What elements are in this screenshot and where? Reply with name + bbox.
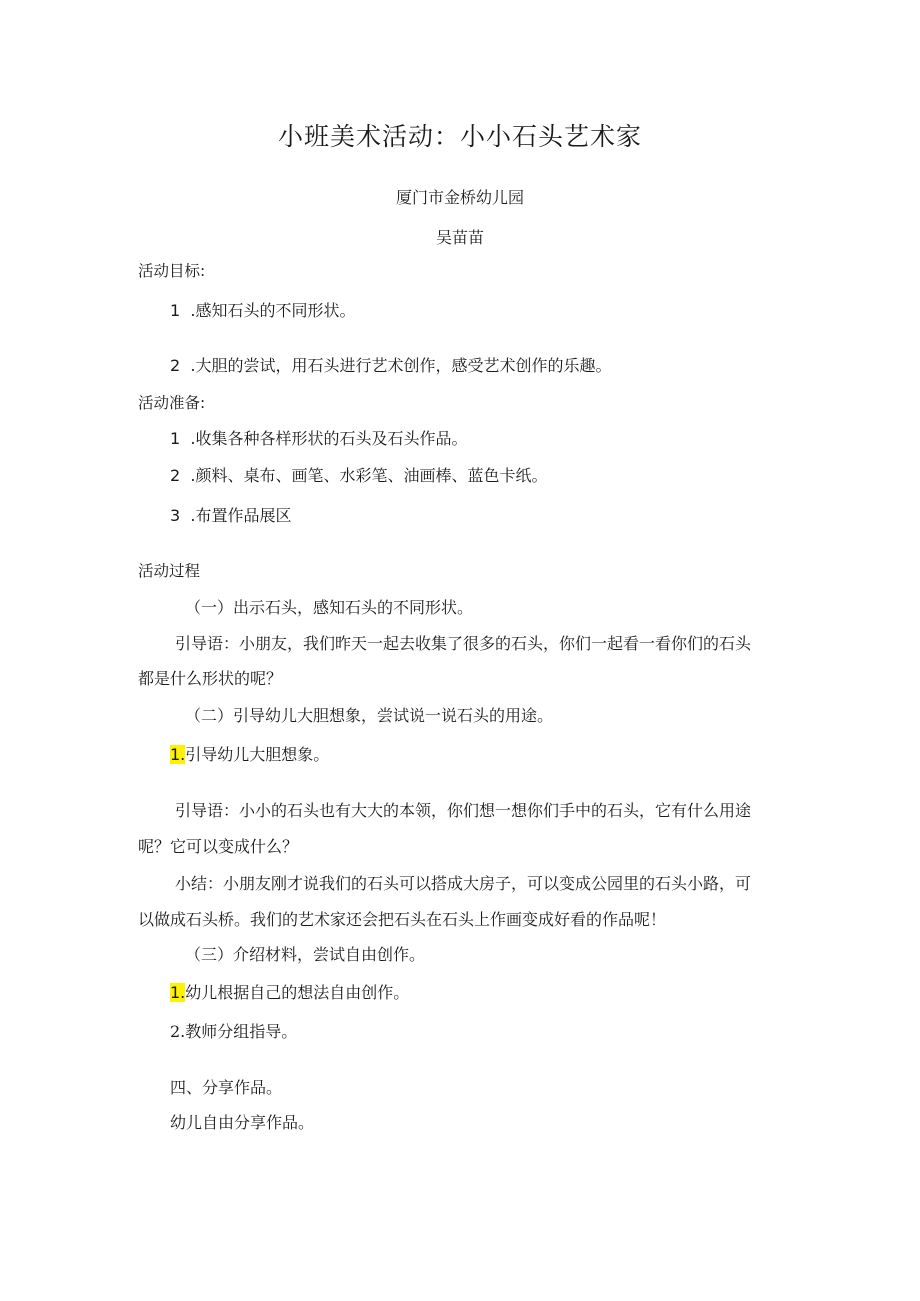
section-2-item-1-number: 1. xyxy=(170,745,186,764)
section-1-paragraph-line-1: 引导语：小朋友，我们昨天一起去收集了很多的石头，你们一起看一看你们的石头 xyxy=(175,634,752,653)
goal-item-1-text: .感知石头的不同形状。 xyxy=(190,301,356,320)
process-heading: 活动过程 xyxy=(138,562,201,580)
section-2-item-1 xyxy=(170,747,329,763)
goal-item-2-text: .大胆的尝试，用石头进行艺术创作，感受艺术创作的乐趣。 xyxy=(190,356,612,375)
section-4-text: 幼儿自由分享作品。 xyxy=(170,1113,315,1132)
goals-heading: 活动目标: xyxy=(138,262,206,280)
section-3-title: （三）介绍材料，尝试自由创作。 xyxy=(185,945,426,964)
section-2-item-1-text: 引导幼儿大胆想象。 xyxy=(185,745,330,764)
section-3-item-1-number: 1. xyxy=(170,983,186,1002)
goal-item-2-number: 2 xyxy=(170,356,181,375)
section-3-item-1 xyxy=(170,985,409,1001)
prep-item-3 xyxy=(170,508,291,524)
prep-heading: 活动准备: xyxy=(138,394,206,412)
page-title: 小班美术活动：小小石头艺术家 xyxy=(277,122,642,151)
prep-item-1-text: .收集各种各样形状的石头及石头作品。 xyxy=(190,429,468,448)
author-name: 吴苗苗 xyxy=(435,228,484,247)
section-1-title: （一）出示石头，感知石头的不同形状。 xyxy=(185,598,474,617)
section-2-summary-line-1: 小结：小朋友刚才说我们的石头可以搭成大房子，可以变成公园里的石头小路，可 xyxy=(175,874,752,893)
school-name: 厦门市金桥幼儿园 xyxy=(395,188,524,207)
goal-item-2 xyxy=(170,358,611,374)
prep-item-2-number: 2 xyxy=(170,466,181,485)
section-4-title: 四、分享作品。 xyxy=(170,1078,283,1097)
goal-item-1-number: 1 xyxy=(170,301,181,320)
section-2-paragraph-1-line-1: 引导语：小小的石头也有大大的本领，你们想一想你们手中的石头，它有什么用途 xyxy=(175,801,752,820)
prep-item-3-text: .布置作品展区 xyxy=(190,506,292,525)
prep-item-1-number: 1 xyxy=(170,429,181,448)
prep-item-2-text: .颜料、桌布、画笔、水彩笔、油画棒、蓝色卡纸。 xyxy=(190,466,548,485)
section-2-title: （二）引导幼儿大胆想象，尝试说一说石头的用途。 xyxy=(185,706,554,725)
section-2-summary-line-2: 以做成石头桥。我们的艺术家还会把石头在石头上作画变成好看的作品呢！ xyxy=(138,910,667,929)
goal-item-1 xyxy=(170,303,355,319)
section-3-item-1-text: 幼儿根据自己的想法自由创作。 xyxy=(185,983,410,1002)
section-2-paragraph-1-line-2: 呢？它可以变成什么？ xyxy=(138,837,299,856)
prep-item-3-number: 3 xyxy=(170,506,181,525)
section-3-item-2: 2.教师分组指导。 xyxy=(170,1022,298,1041)
prep-item-1 xyxy=(170,431,467,447)
section-1-paragraph-line-2: 都是什么形状的呢？ xyxy=(138,669,283,688)
prep-item-2 xyxy=(170,468,547,484)
